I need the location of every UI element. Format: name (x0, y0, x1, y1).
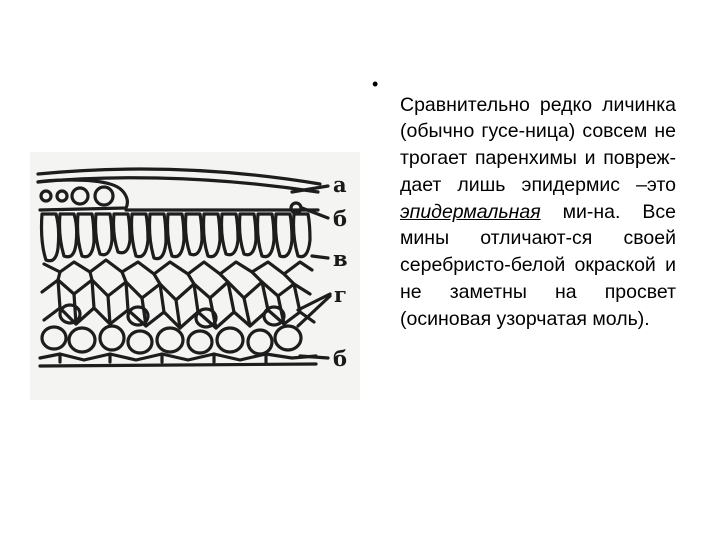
term-epidermal: эпидермальная (400, 200, 541, 223)
leaf-cell (42, 327, 66, 349)
paragraph-part-2: ми-на. Все мины отличают-ся своей серебристо-белой окраской и не заметны на просвет (осиновая узорчатая моль). (400, 200, 676, 330)
palisade-cell (96, 214, 113, 255)
palisade-cell (42, 214, 59, 261)
palisade-cell (294, 214, 311, 257)
palisade-cell (258, 214, 275, 257)
lower-epidermis (40, 354, 316, 360)
cuticle-line-upper (38, 169, 320, 184)
leaf-cell (100, 326, 124, 350)
palisade-cell (222, 214, 239, 255)
leaf-cell (60, 305, 80, 323)
palisade-cell (204, 214, 221, 257)
palisade-cell (132, 214, 149, 257)
leaf-cell (188, 331, 212, 353)
leaf-cell (95, 187, 113, 205)
leader-line-b2 (300, 356, 328, 358)
palisade-cell (186, 214, 203, 255)
leaf-cell (57, 191, 67, 201)
label-a: а (333, 172, 347, 197)
palisade-cell (78, 214, 95, 257)
label-g: г (334, 282, 347, 307)
leaf-cross-section-drawing (30, 152, 360, 400)
leaf-cell (275, 326, 301, 350)
label-b-lower: б (333, 346, 348, 371)
leaf-cell (72, 188, 88, 204)
palisade-cell (114, 214, 131, 253)
bullet-paragraph (400, 92, 676, 333)
leader-line-v (312, 256, 328, 258)
palisade-cell (276, 214, 293, 257)
leaf-cell (217, 328, 243, 352)
paragraph-part-1: Сравнительно редко личинка (обычно гусе-ница) совсем не трогает паренхимы и повреж-дает лишь эпидермис –это (400, 93, 676, 196)
palisade-cell (240, 214, 257, 255)
leaf-cell (128, 331, 152, 353)
leaf-cell (41, 191, 51, 201)
leaf-cell (69, 328, 95, 352)
palisade-cell (150, 214, 167, 259)
spongy-tissue (44, 260, 312, 274)
leaf-cell (157, 328, 183, 352)
bullet-marker: • (372, 74, 379, 94)
label-b-upper: б (333, 206, 348, 231)
leaf-cell (248, 330, 272, 354)
palisade-cell (168, 214, 185, 257)
palisade-cell (60, 214, 77, 257)
leaf-cross-section-figure (30, 152, 360, 400)
label-v: в (333, 246, 348, 271)
bullet-text-block (372, 72, 676, 352)
